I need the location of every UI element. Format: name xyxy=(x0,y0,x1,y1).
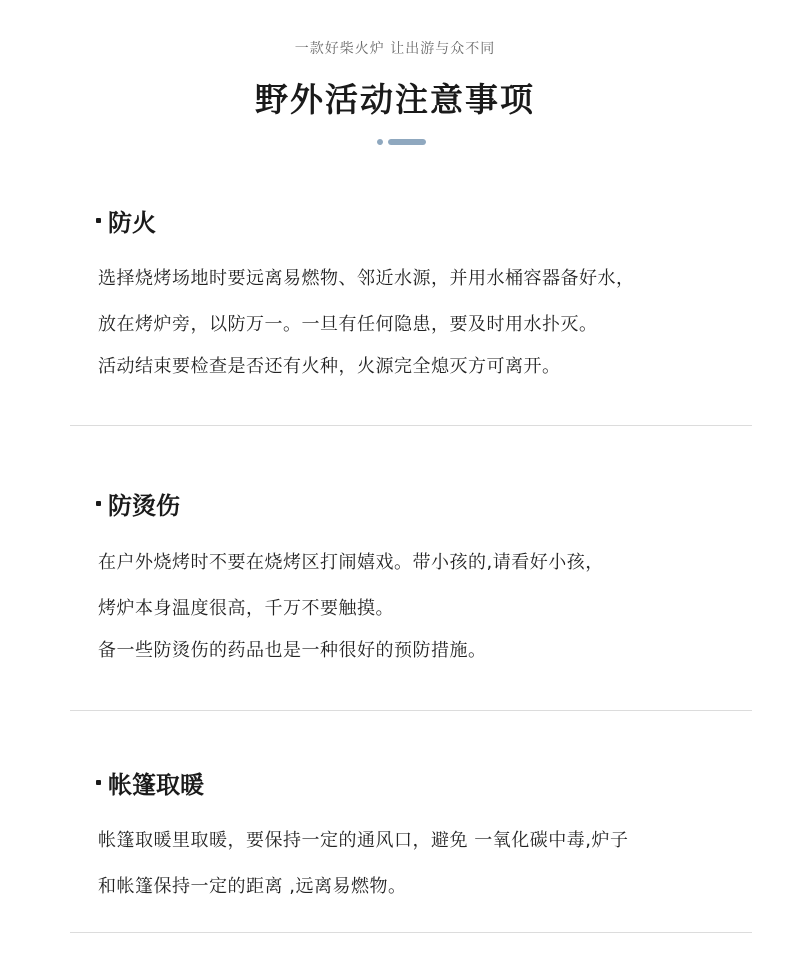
section-divider xyxy=(70,932,752,933)
section-line: 在户外烧烤时不要在烧烤区打闹嬉戏。带小孩的,请看好小孩， xyxy=(98,552,604,573)
decoration-bar xyxy=(388,139,426,145)
section-heading-text: 帐篷取暖 xyxy=(108,771,204,799)
section-line: 活动结束要检查是否还有火种，火源完全熄灭方可离开。 xyxy=(98,356,561,377)
section-heading xyxy=(96,203,156,238)
section-line: 选择烧烤场地时要远离易燃物、邻近水源，并用水桶容器备好水， xyxy=(98,268,635,289)
section-heading-text: 防烫伤 xyxy=(108,492,180,520)
section-divider xyxy=(70,425,752,426)
section-line: 烤炉本身温度很高，千万不要触摸。 xyxy=(98,598,394,619)
section-divider xyxy=(70,710,752,711)
section-line: 帐篷取暖里取暖，要保持一定的通风口，避免 一氧化碳中毒,炉子 xyxy=(98,830,629,851)
page-title: 野外活动注意事项 xyxy=(255,80,535,119)
bullet-icon xyxy=(96,780,101,785)
bullet-icon xyxy=(96,501,101,506)
page-subtitle: 一款好柴火炉 让出游与众不同 xyxy=(294,41,496,57)
section-line: 备一些防烫伤的药品也是一种很好的预防措施。 xyxy=(98,640,487,661)
decoration-dot xyxy=(377,139,383,145)
section-heading-text: 防火 xyxy=(108,209,156,237)
section-line: 放在烤炉旁，以防万一。一旦有任何隐患，要及时用水扑灭。 xyxy=(98,314,598,335)
section-line: 和帐篷保持一定的距离 ,远离易燃物。 xyxy=(98,876,407,897)
section-heading xyxy=(96,486,180,521)
bullet-icon xyxy=(96,218,101,223)
section-heading xyxy=(96,765,204,800)
